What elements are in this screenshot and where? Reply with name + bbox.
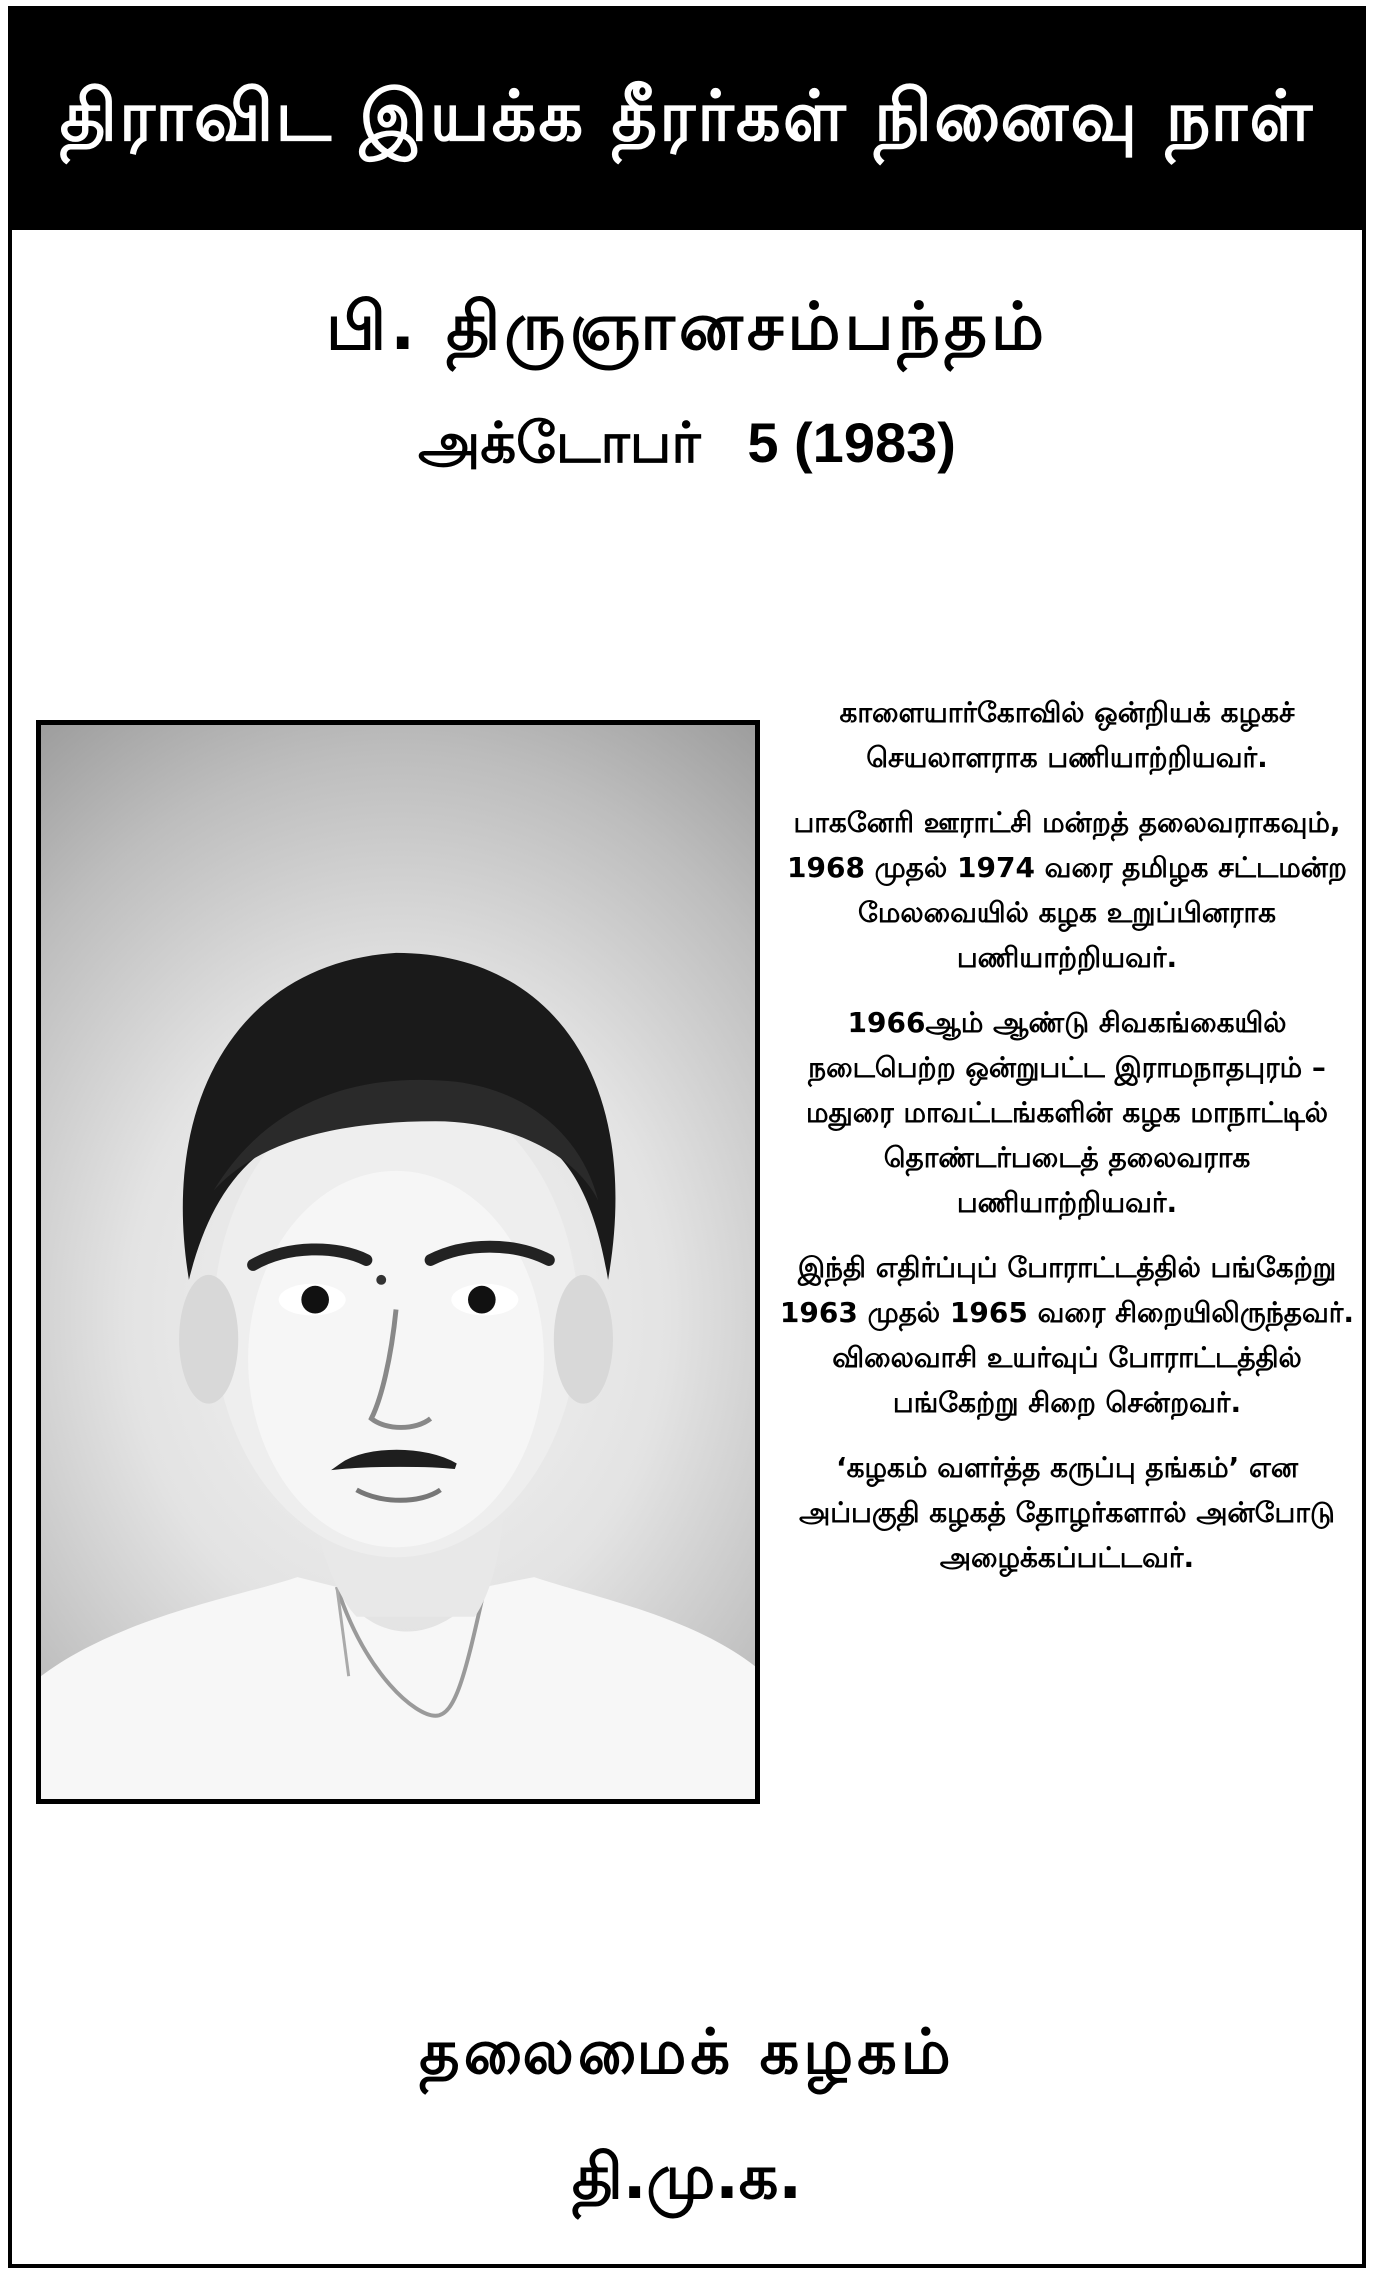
bio-paragraph: ‘கழகம் வளர்த்த கருப்பு தங்கம்’ என அப்பகுதி கழகத் தோழர்களால் அன்போடு அழைக்கப்பட்டவர். bbox=[799, 1451, 1335, 1574]
bio-paragraph: இந்தி எதிர்ப்புப் போராட்டத்தில் பங்கேற்று 1963 முதல் 1965 வரை சிறையிலிருந்தவர். விலைவாசி உயர்வுப் போராட்டத்தில் பங்கேற்று சிறை சென்றவர். bbox=[779, 1251, 1355, 1419]
person-name: பி. திருஞானசம்பந்தம் bbox=[325, 288, 1049, 365]
biography bbox=[772, 690, 1362, 1600]
memorial-date: அக்டோபர் 5 (1983) bbox=[418, 411, 956, 474]
poster-frame bbox=[8, 6, 1366, 2268]
bio-paragraph: பாகனேரி ஊராட்சி மன்றத் தலைவராகவும், 1968 முதல் 1974 வரை தமிழக சட்டமன்ற மேலவையில் கழக உறுப்பினராக பணியாற்றியவர். bbox=[787, 806, 1347, 974]
footer-org: தலைமைக் கழகம் bbox=[419, 2015, 955, 2088]
bio-paragraph: காளையார்கோவில் ஒன்றியக் கழகச் செயலாளராக பணியாற்றியவர். bbox=[839, 696, 1295, 774]
portrait-illustration bbox=[41, 725, 755, 1799]
footer-party: தி.மு.க. bbox=[572, 2140, 802, 2213]
banner-title: திராவிட இயக்க தீரர்கள் நினைவு நாள் bbox=[59, 74, 1315, 157]
header-banner bbox=[12, 10, 1362, 230]
bio-paragraph: 1966ஆம் ஆண்டு சிவகங்கையில் நடைபெற்ற ஒன்றுபட்ட இராமநாதபுரம் – மதுரை மாவட்டங்களின் கழக மாநாட்டில் தொண்டர்படைத் தலைவராக பணியாற்றியவர். bbox=[805, 1006, 1328, 1219]
portrait-photo bbox=[36, 720, 760, 1804]
